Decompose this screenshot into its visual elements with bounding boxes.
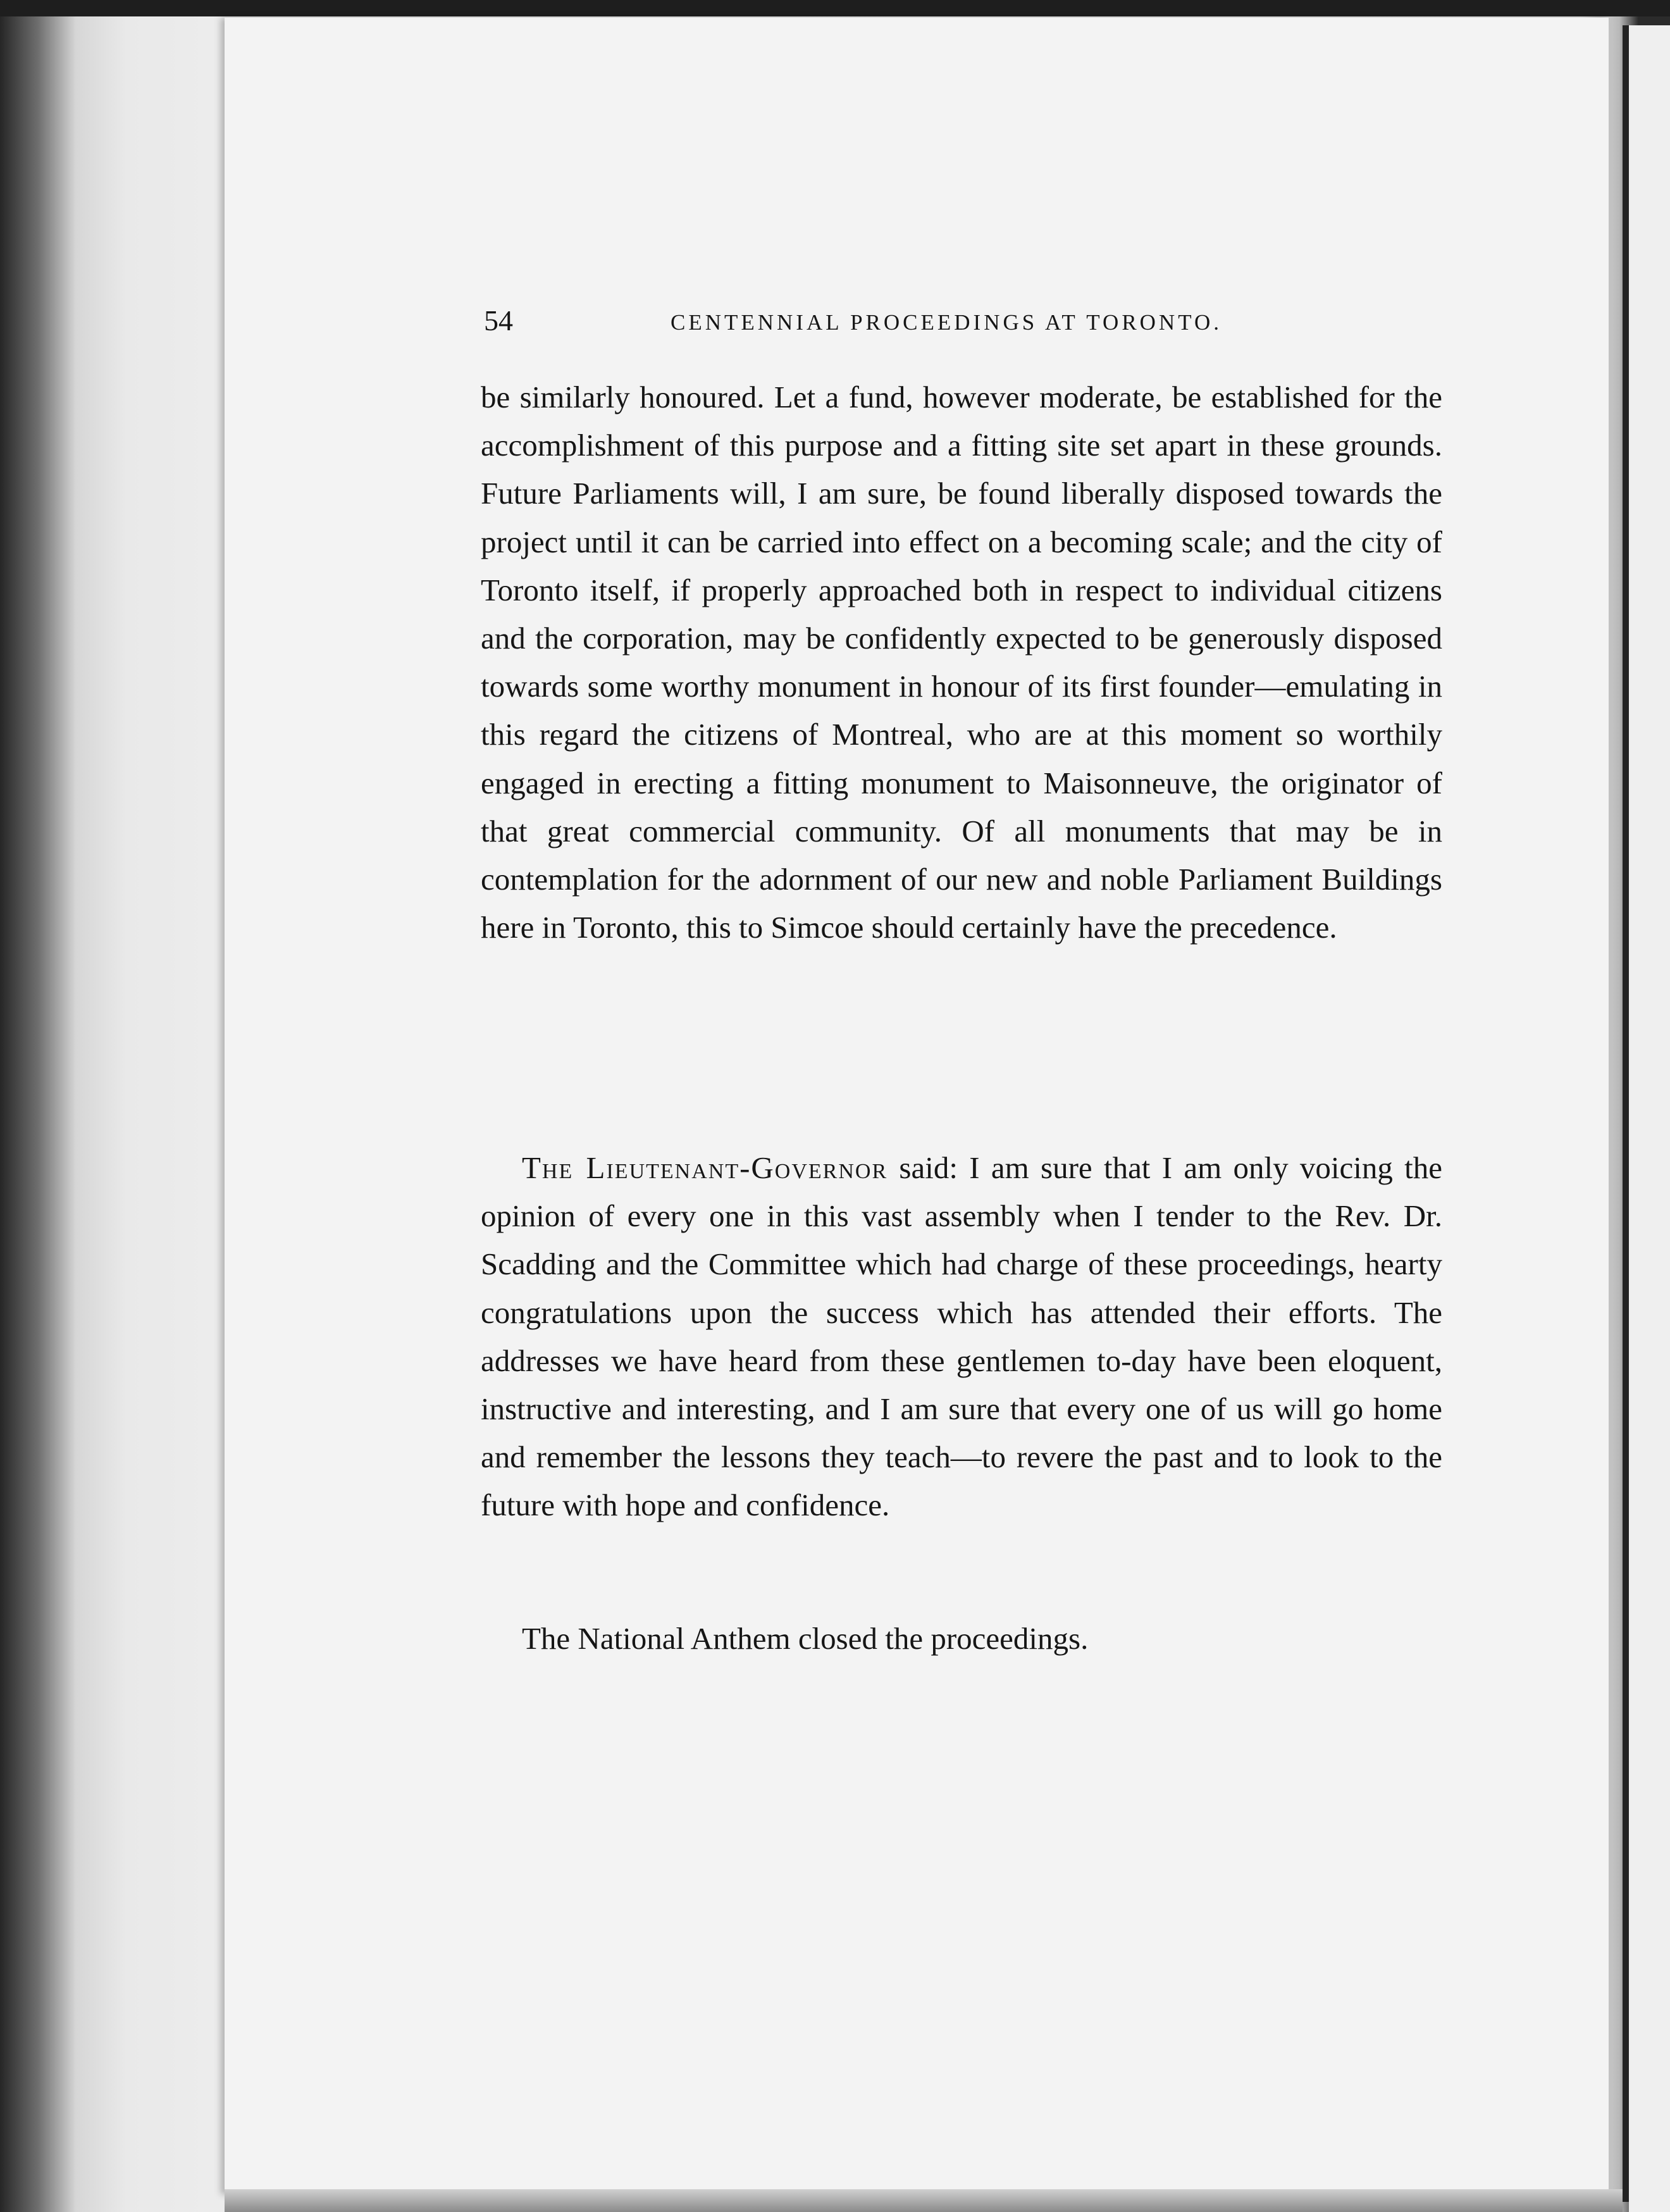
book-page [225, 18, 1609, 2194]
page-binding-edge [1623, 25, 1629, 2202]
speech-text: said: I am sure that I am only voicing the opinion of every one in this vast assembly when I tender to the Rev. Dr. Scadding and the Committee which had charge of these proceedings, hearty congratulations upon the success which has attended their efforts. The addresses we have heard from these gentlemen to-day have been eloquent, instructive and interesting, and I am sure that every one of us will go home and remember the lessons they teach—to revere the past and to look to the future with hope and confidence. [481, 1150, 1443, 1523]
running-title: CENTENNIAL PROCEEDINGS AT TORONTO. [671, 310, 1222, 335]
next-page-strip [1629, 25, 1670, 2212]
closing-line: The National Anthem closed the proceedings. [522, 1621, 1089, 1656]
paragraph-continuation: be similarly honoured. Let a fund, however moderate, be established for the accomplishment of this purpose and a fitting site set apart in these grounds. Future Parliaments will, I am sure, be found liberally disposed towards the project until it can be carried into effect on a becoming scale; and the city of Toronto itself, if properly approached both in respect to individual citizens and the corporation, may be confidently expected to be generously disposed towards some worthy monument in honour of its first founder—emulating in this regard the citizens of Montreal, who are at this moment so worthily engaged in erecting a fitting monument to Maisonneuve, the originator of that great commercial community. Of all monuments that may be in contemplation for the adornment of our new and noble Parliament Buildings here in Toronto, this to Simcoe should certainly have the precedence. [481, 380, 1442, 945]
paragraph-lieutenant-governor [481, 1144, 1442, 1530]
scan-top-border [0, 0, 1670, 16]
speaker-name: The Lieutenant-Governor [522, 1150, 888, 1185]
running-head [484, 304, 1445, 342]
page-bottom-shadow [225, 2189, 1623, 2212]
page-number: 54 [484, 304, 513, 337]
